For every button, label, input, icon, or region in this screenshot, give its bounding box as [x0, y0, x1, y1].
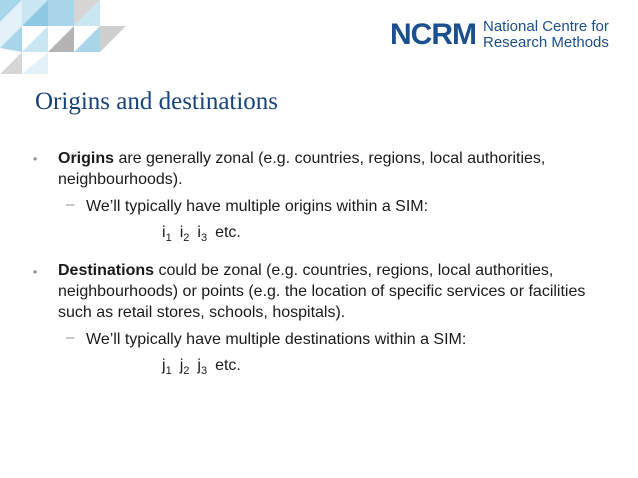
origins-math: [162, 222, 241, 243]
math-var: $j_1$: [162, 357, 172, 377]
bullet-marker: •: [33, 152, 38, 166]
bullet-origins-text: are generally zonal (e.g. countries, regions, local authorities, neighbourhoods).: [58, 150, 546, 188]
destinations-math: [162, 355, 241, 376]
math-var: $i_1$: [162, 224, 172, 244]
math-var: $i_2$: [179, 224, 190, 244]
bullet-destinations-term: Destinations: [58, 262, 155, 279]
ncrm-logo-text: [483, 19, 609, 51]
math-suffix: etc.: [215, 224, 241, 241]
math-suffix: etc.: [215, 357, 241, 374]
sub-bullet-marker: –: [66, 196, 75, 213]
decorative-triangle-pattern: [0, 0, 140, 75]
sub-bullet-destinations: We’ll typically have multiple destinations within a SIM:: [86, 331, 467, 348]
bullet-origins: [58, 148, 618, 190]
ncrm-logo-letters: NCRM: [390, 18, 476, 51]
sub-bullet-origins: We’ll typically have multiple origins within a SIM:: [86, 198, 429, 215]
math-var: $j_3$: [197, 357, 208, 377]
ncrm-logo-mark: [390, 20, 476, 50]
logo-line-2: Research Methods: [483, 34, 609, 51]
sub-bullet-marker: –: [66, 329, 75, 346]
bullet-destinations: [58, 260, 618, 323]
slide-title: Origins and destinations: [35, 88, 279, 115]
bullet-marker: •: [33, 265, 38, 279]
bullet-origins-term: Origins: [58, 150, 115, 167]
math-var: $i_3$: [197, 224, 208, 244]
ncrm-logo: [390, 14, 609, 56]
math-var: $j_2$: [179, 357, 190, 377]
logo-line-1: National Centre for: [483, 18, 609, 35]
bullet-destinations-text: could be zonal (e.g. countries, regions, local authorities, neighbourhoods) or points (e.g. the location of specific services or facilities such as retail stores, schools, hospitals).: [58, 262, 586, 321]
